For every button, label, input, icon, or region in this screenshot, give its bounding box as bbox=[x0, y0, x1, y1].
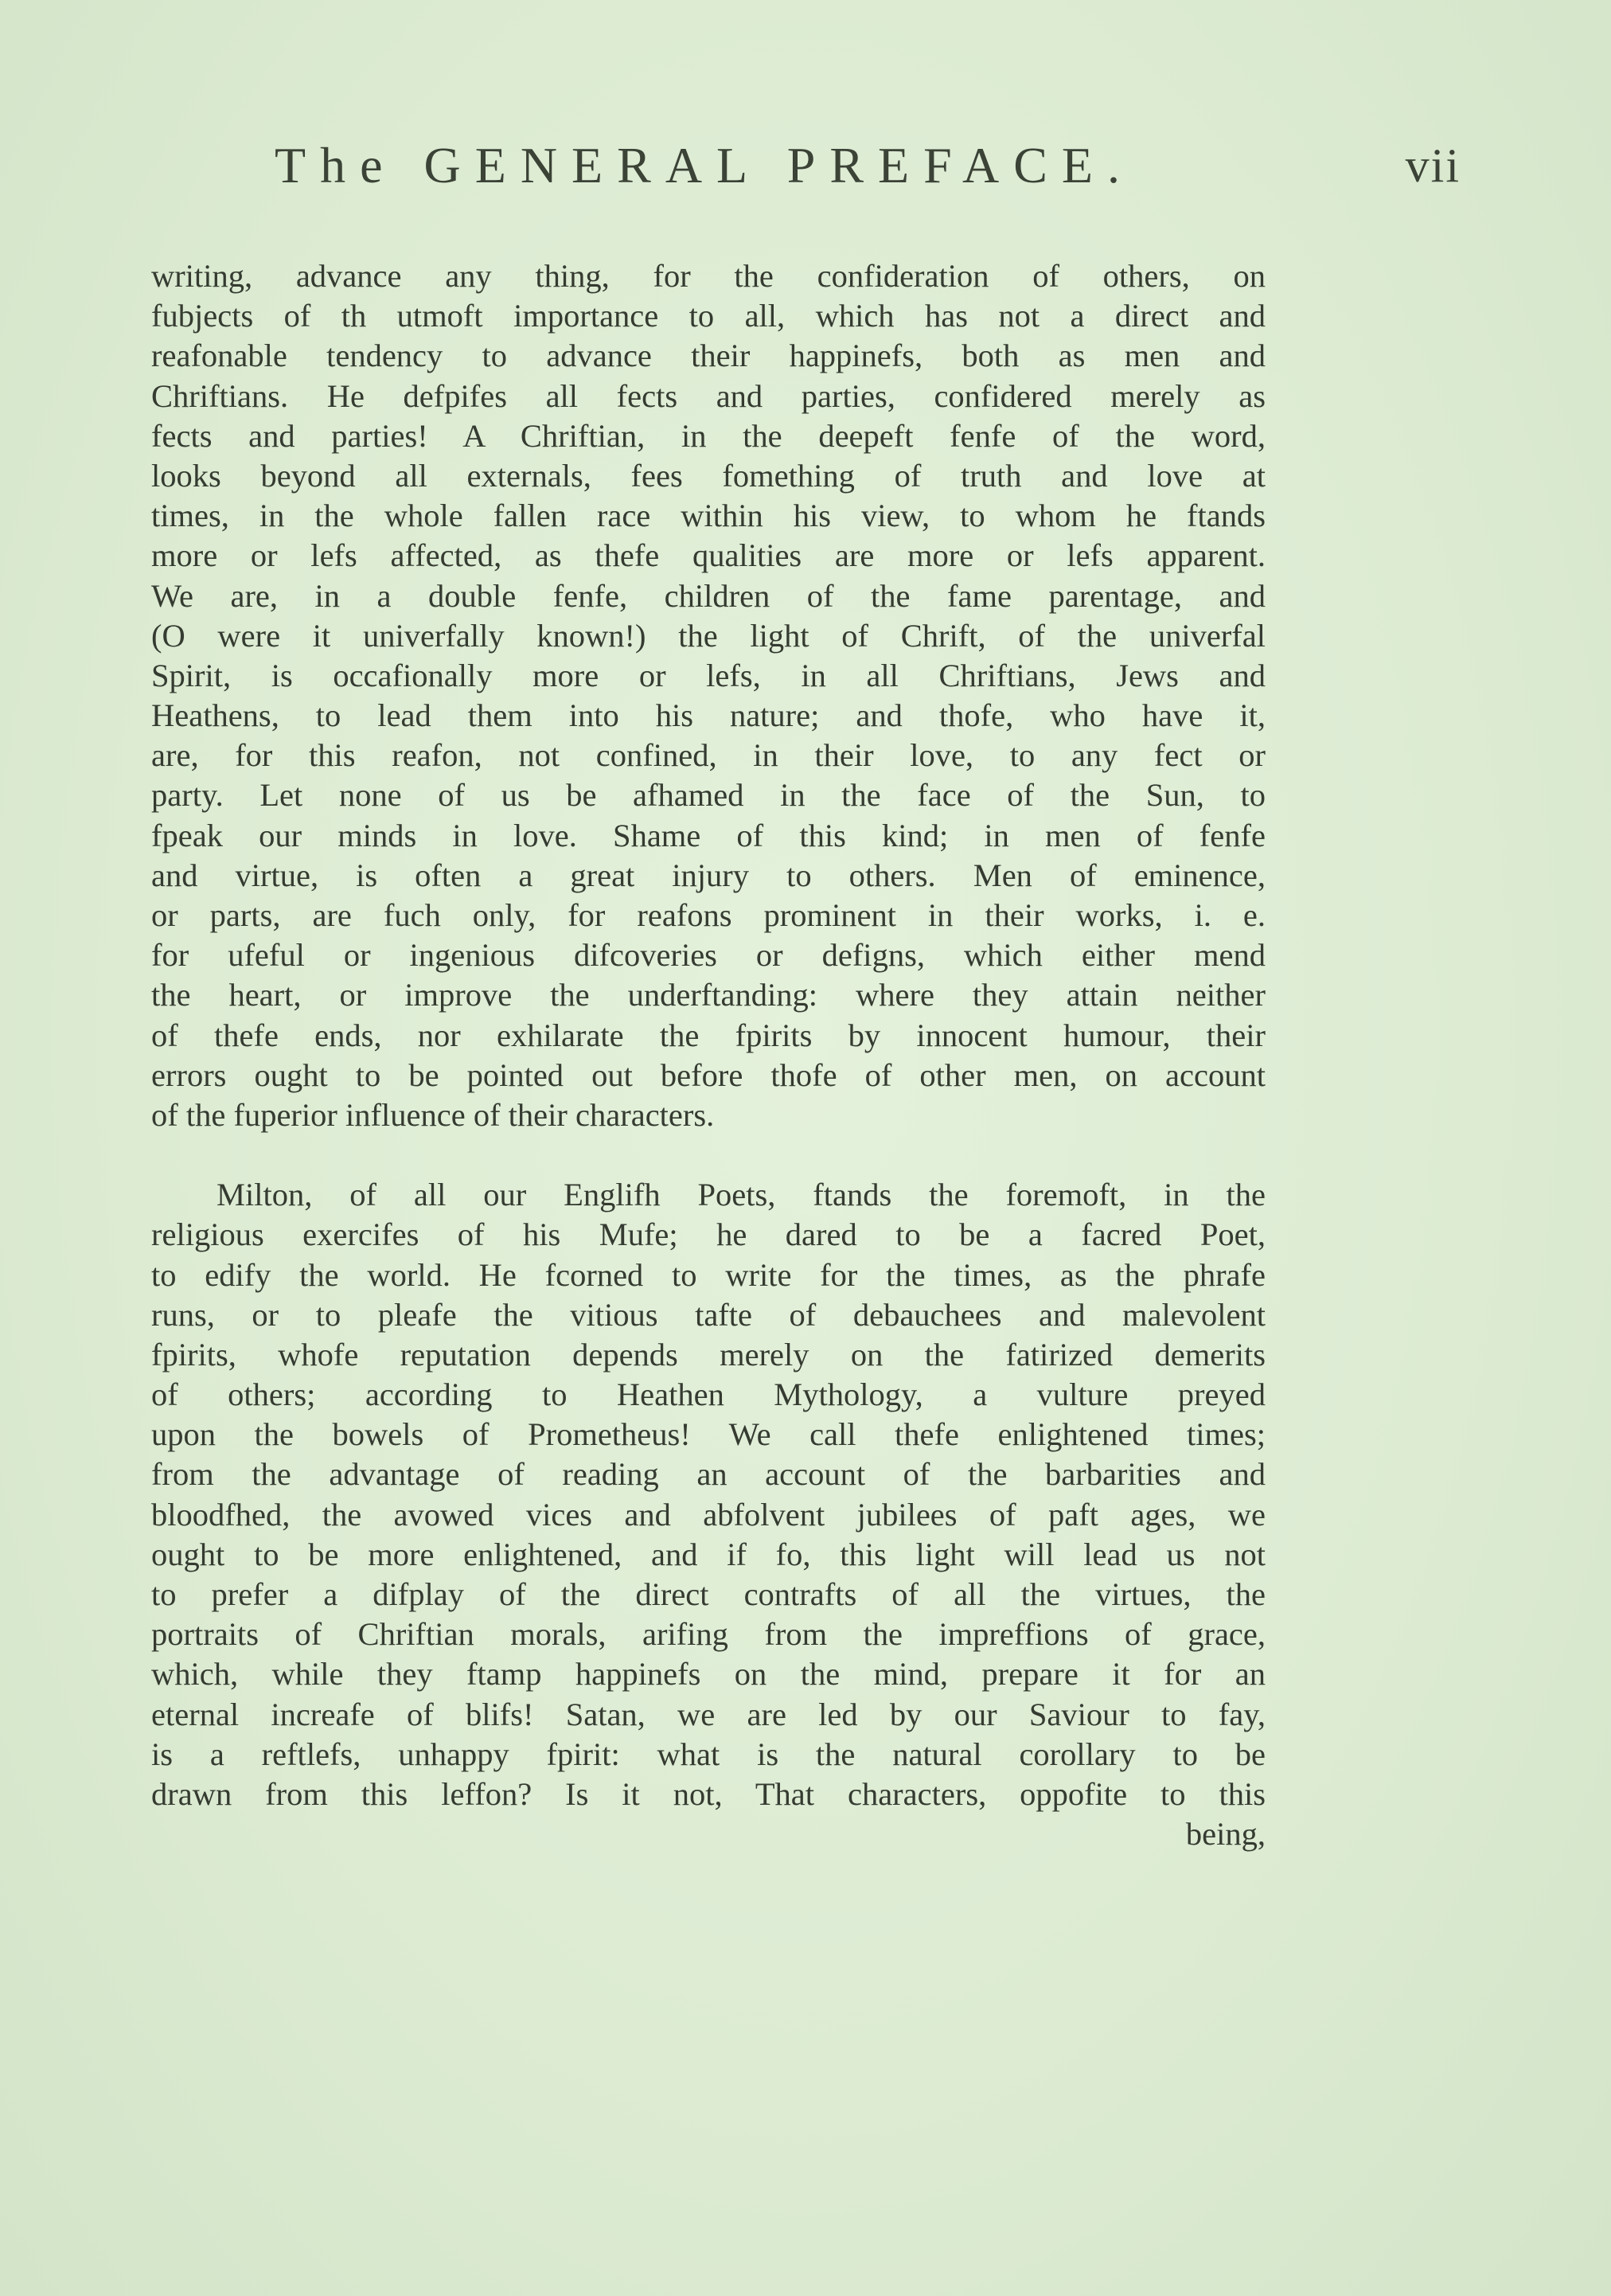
paragraph-1 bbox=[151, 256, 1266, 1135]
page-number: vii bbox=[1405, 139, 1461, 192]
text-line: drawn from this leffon? Is it not, That characters, oppofite to this bbox=[151, 1775, 1266, 1812]
catchword: being, bbox=[1185, 1816, 1266, 1853]
text-line: to prefer a difplay of the direct contrafts of all the virtues, the bbox=[151, 1576, 1266, 1612]
text-line: fpirits, whofe reputation depends merely on the fatirized demerits bbox=[151, 1336, 1266, 1373]
running-title: The GENERAL PREFACE. bbox=[275, 137, 1134, 193]
text-line: errors ought to be pointed out before thofe of other men, on account bbox=[151, 1056, 1266, 1093]
text-line: Chriftians. He defpifes all fects and parties, confidered merely as bbox=[151, 377, 1266, 414]
text-line: to edify the world. He fcorned to write for the times, as the phrafe bbox=[151, 1256, 1266, 1293]
text-line: (O were it univerfally known!) the light of Chrift, of the univerfal bbox=[151, 617, 1266, 654]
text-line: We are, in a double fenfe, children of the fame parentage, and bbox=[151, 577, 1266, 614]
text-line: upon the bowels of Prometheus! We call thefe enlightened times; bbox=[151, 1416, 1266, 1453]
text-line: fubjects of th utmoft importance to all, which has not a direct and bbox=[151, 298, 1266, 334]
paragraph-2 bbox=[151, 1175, 1266, 1854]
text-line: for ufeful or ingenious difcoveries or defigns, which either mend bbox=[151, 937, 1266, 974]
text-line: runs, or to pleafe the vitious tafte of debauchees and malevolent bbox=[151, 1296, 1266, 1333]
text-line: of thefe ends, nor exhilarate the fpirits by innocent humour, their bbox=[151, 1017, 1266, 1053]
body-text bbox=[151, 256, 1266, 1854]
text-line: ought to be more enlightened, and if fo, this light will lead us not bbox=[151, 1536, 1266, 1572]
text-line: eternal increafe of blifs! Satan, we are led by our Saviour to fay, bbox=[151, 1696, 1266, 1732]
text-line: which, while they ftamp happinefs on the mind, prepare it for an bbox=[151, 1656, 1266, 1693]
text-line: Spirit, is occafionally more or lefs, in all Chriftians, Jews and bbox=[151, 657, 1266, 693]
text-line: religious exercifes of his Mufe; he dared to be a facred Poet, bbox=[151, 1216, 1266, 1253]
text-line: looks beyond all externals, fees fomething of truth and love at bbox=[151, 457, 1266, 494]
text-line: more or lefs affected, as thefe qualities are more or lefs apparent. bbox=[151, 537, 1266, 574]
paragraph-gap bbox=[151, 1135, 1266, 1175]
text-line: fects and parties! A Chriftian, in the deepeft fenfe of the word, bbox=[151, 417, 1266, 454]
text-line: is a reftlefs, unhappy fpirit: what is the natural corollary to be bbox=[151, 1736, 1266, 1772]
text-line: and virtue, is often a great injury to others. Men of eminence, bbox=[151, 857, 1266, 893]
text-line: of the fuperior influence of their characters. bbox=[151, 1096, 715, 1133]
text-line: reafonable tendency to advance their happinefs, both as men and bbox=[151, 338, 1266, 374]
text-line: from the advantage of reading an account of the barbarities and bbox=[151, 1456, 1266, 1493]
text-line: are, for this reafon, not confined, in their love, to any fect or bbox=[151, 737, 1266, 774]
text-line: portraits of Chriftian morals, arifing from the impreffions of grace, bbox=[151, 1616, 1266, 1653]
text-line: writing, advance any thing, for the confideration of others, on bbox=[151, 258, 1266, 294]
page-header bbox=[275, 134, 1461, 197]
text-line: the heart, or improve the underftanding: where they attain neither bbox=[151, 977, 1266, 1013]
text-line: fpeak our minds in love. Shame of this kind; in men of fenfe bbox=[151, 817, 1266, 853]
text-line: or parts, are fuch only, for reafons prominent in their works, i. e. bbox=[151, 897, 1266, 933]
text-line: party. Let none of us be afhamed in the face of the Sun, to bbox=[151, 777, 1266, 814]
text-line: Heathens, to lead them into his nature; and thofe, who have it, bbox=[151, 697, 1266, 734]
text-line: of others; according to Heathen Mythology, a vulture preyed bbox=[151, 1376, 1266, 1413]
text-line: Milton, of all our Englifh Poets, ftands the foremoft, in the bbox=[216, 1177, 1266, 1213]
text-line: times, in the whole fallen race within his view, to whom he ftands bbox=[151, 498, 1266, 534]
text-line: bloodfhed, the avowed vices and abfolvent jubilees of paft ages, we bbox=[151, 1496, 1266, 1533]
